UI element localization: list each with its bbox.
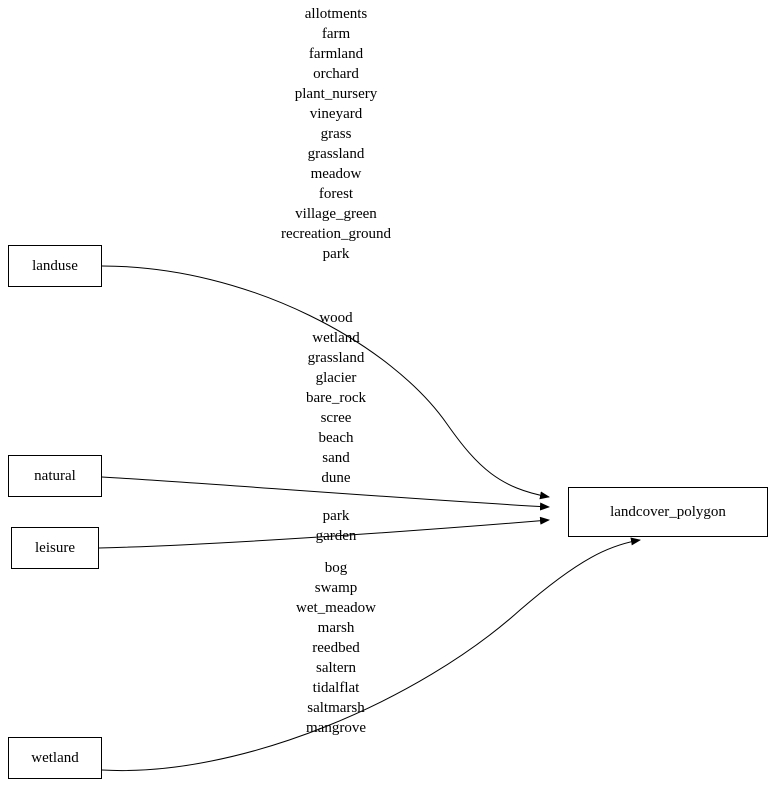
edge-labels-natural bbox=[247, 308, 425, 488]
edge-label-value: farmland bbox=[308, 46, 364, 62]
edge-labels-landuse bbox=[247, 4, 425, 264]
edge-label-value: farm bbox=[321, 26, 351, 42]
node-landuse-label: landuse bbox=[32, 257, 78, 274]
edge-label-value: recreation_ground bbox=[281, 226, 391, 242]
edge-label-value: grass bbox=[320, 126, 352, 142]
node-landcover-polygon-label: landcover_polygon bbox=[610, 503, 726, 520]
edge-label-value: meadow bbox=[310, 166, 362, 182]
node-leisure-label: leisure bbox=[35, 539, 75, 556]
node-wetland[interactable] bbox=[8, 737, 102, 779]
edge-label-value: plant_nursery bbox=[294, 86, 378, 102]
edge-label-value: reedbed bbox=[312, 640, 360, 656]
node-landuse[interactable] bbox=[8, 245, 102, 287]
edge-label-value: bare_rock bbox=[306, 390, 366, 406]
edge-label-value: dune bbox=[321, 470, 351, 486]
node-leisure[interactable] bbox=[11, 527, 99, 569]
edge-label-value: garden bbox=[315, 528, 357, 544]
edge-label-value: marsh bbox=[317, 620, 355, 636]
edge-label-value: scree bbox=[320, 410, 352, 426]
edge-label-value: bog bbox=[324, 560, 348, 576]
edge-label-value: saltern bbox=[316, 660, 356, 676]
node-wetland-label: wetland bbox=[31, 749, 79, 766]
edge-label-value: village_green bbox=[295, 206, 377, 222]
edge-label-value: mangrove bbox=[306, 720, 366, 736]
node-natural-label: natural bbox=[34, 467, 76, 484]
edge-label-value: saltmarsh bbox=[307, 700, 365, 716]
edge-label-value: wood bbox=[319, 310, 353, 326]
edge-label-value: glacier bbox=[315, 370, 357, 386]
edge-labels-wetland bbox=[247, 558, 425, 738]
edge-label-value: vineyard bbox=[309, 106, 363, 122]
edge-label-value: beach bbox=[318, 430, 354, 446]
edge-label-value: allotments bbox=[304, 6, 368, 22]
edge-label-value: wetland bbox=[312, 330, 360, 346]
edge-label-value: sand bbox=[322, 450, 350, 466]
edge-label-value: grassland bbox=[307, 146, 365, 162]
edge-label-value: wet_meadow bbox=[296, 600, 376, 616]
node-landcover-polygon[interactable] bbox=[568, 487, 768, 537]
edge-label-value: orchard bbox=[313, 66, 359, 82]
edge-labels-leisure bbox=[247, 506, 425, 546]
edge-label-value: grassland bbox=[307, 350, 365, 366]
edge-label-value: tidalflat bbox=[312, 680, 360, 696]
node-natural[interactable] bbox=[8, 455, 102, 497]
edge-label-value: park bbox=[322, 508, 350, 524]
edge-label-value: park bbox=[322, 246, 350, 262]
edge-label-value: forest bbox=[318, 186, 354, 202]
edge-label-value: swamp bbox=[314, 580, 358, 596]
